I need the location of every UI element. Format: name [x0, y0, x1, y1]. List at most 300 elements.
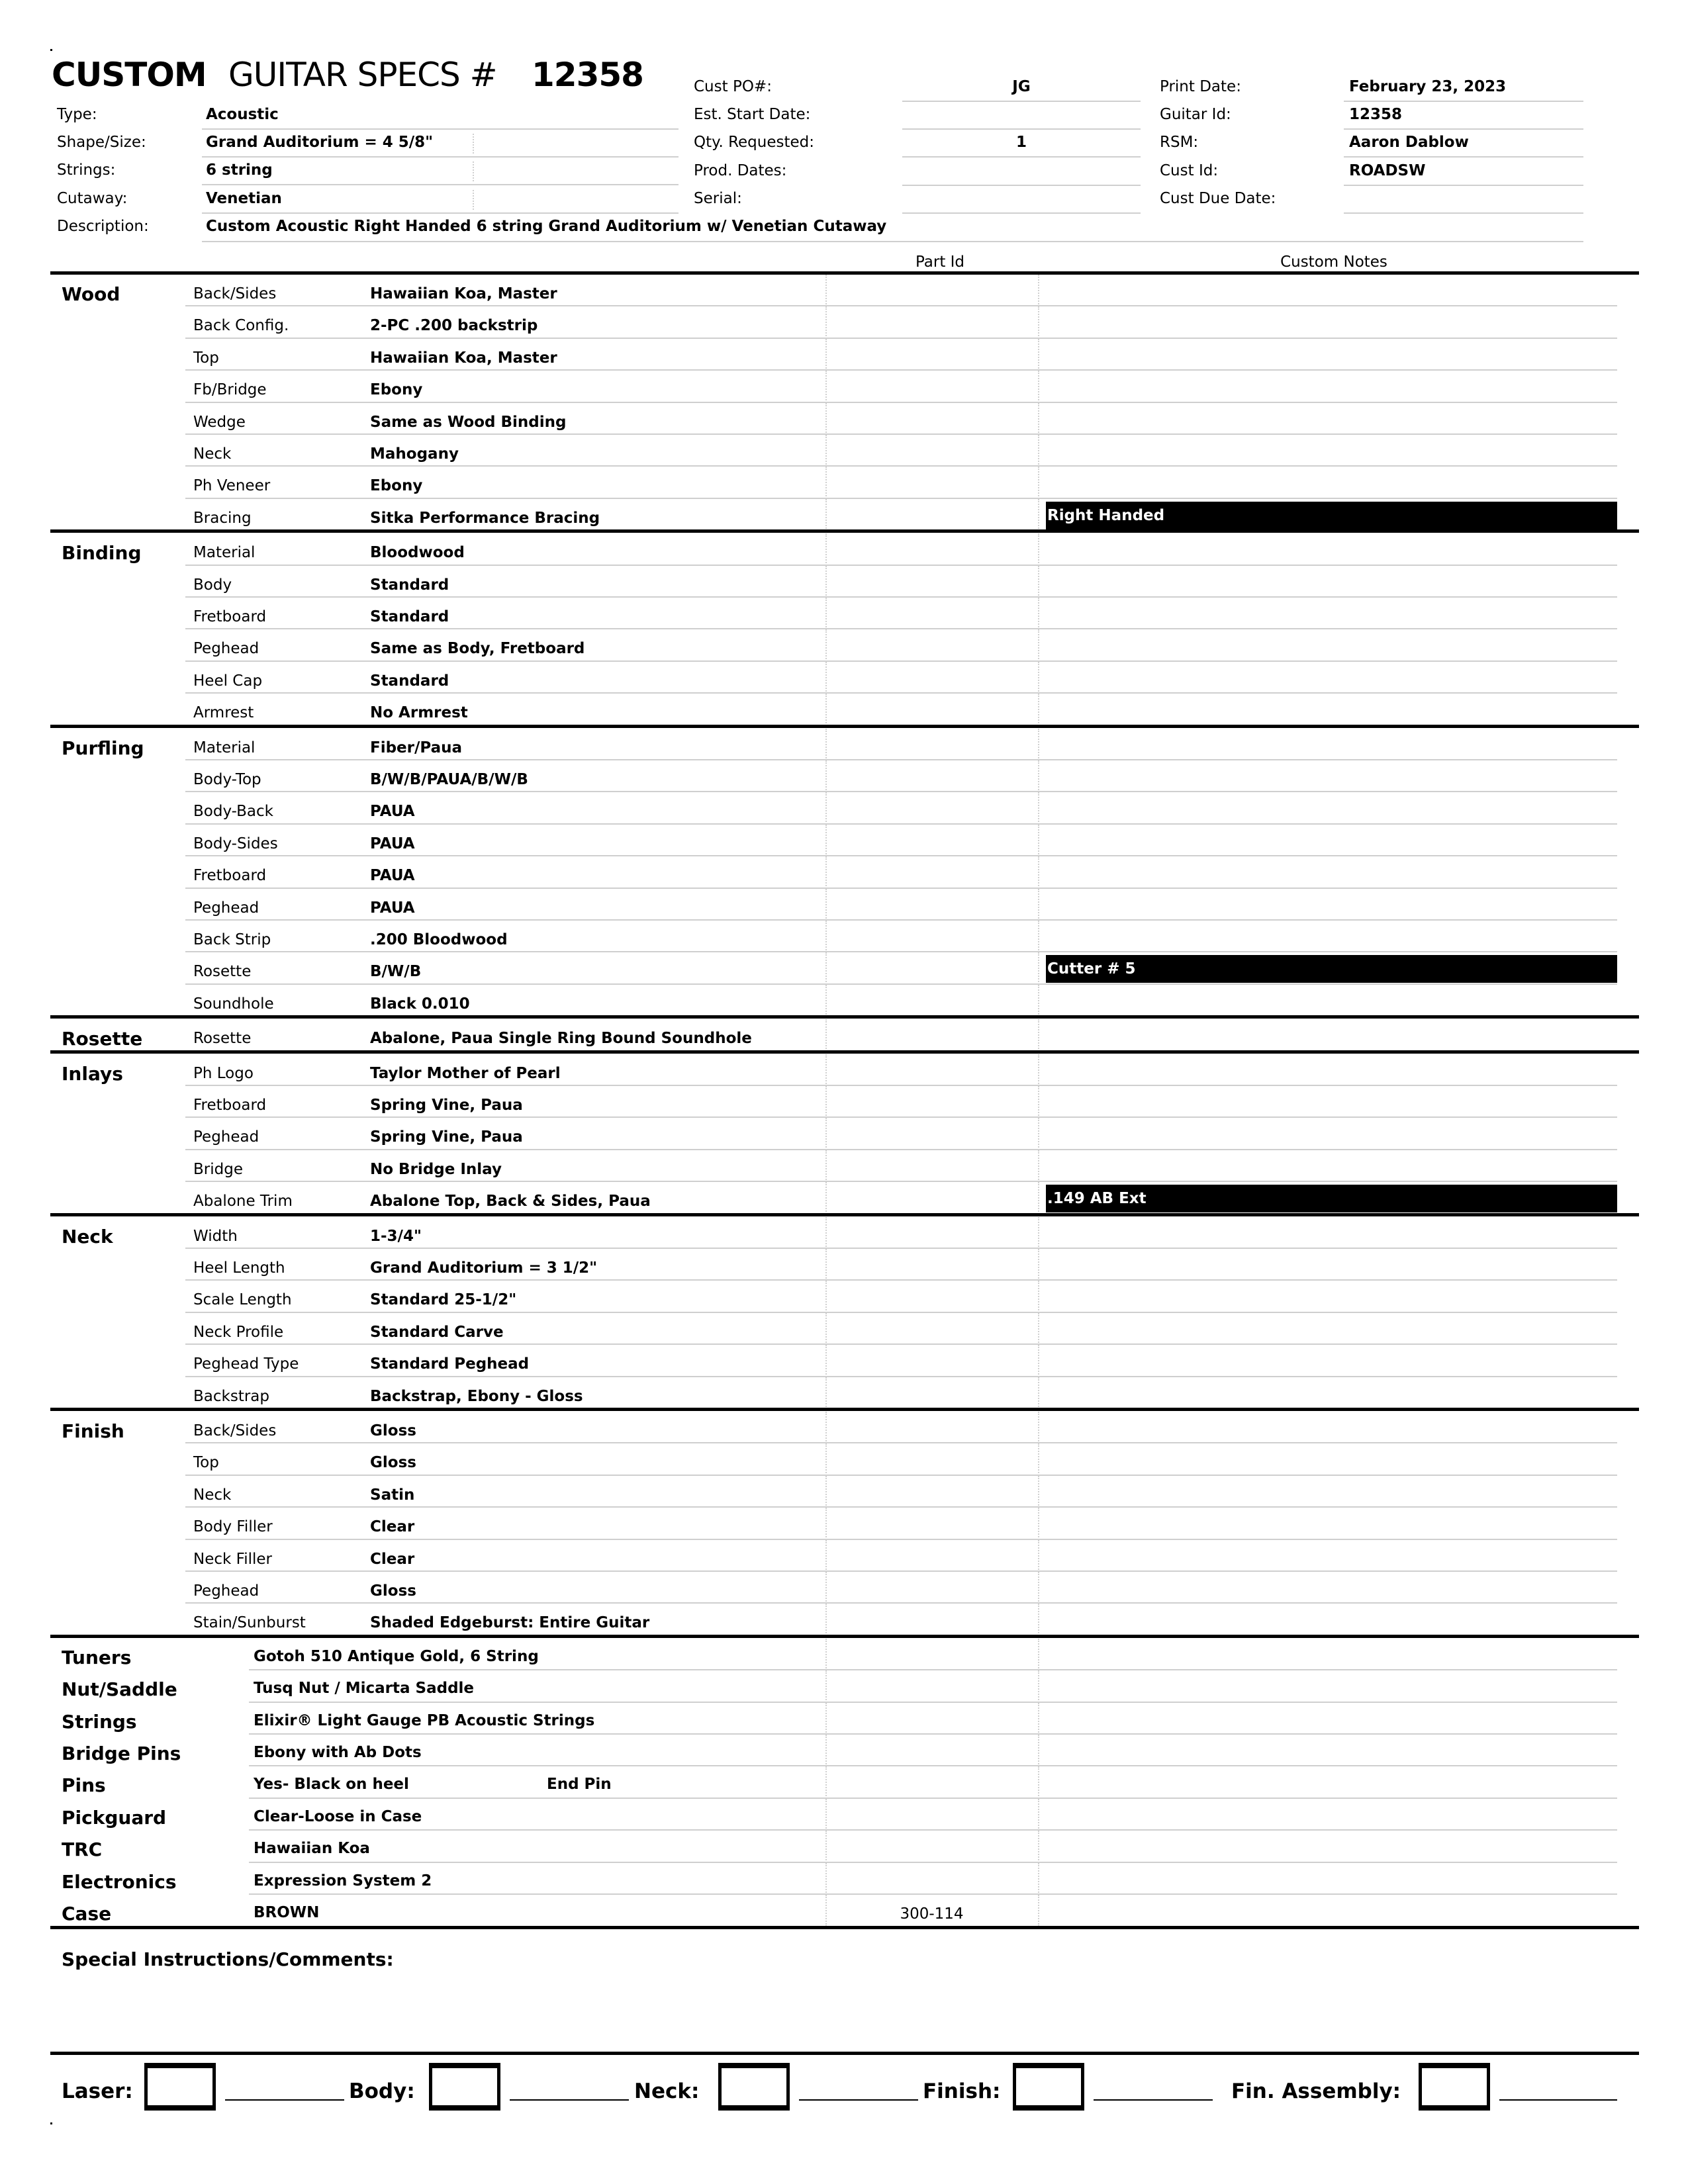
signoff-initials-line[interactable] [510, 2099, 629, 2101]
column-divider [825, 1345, 827, 1377]
header-field-divider [473, 190, 474, 210]
spec-row-custom-note[interactable] [1046, 1283, 1617, 1311]
column-divider [825, 1799, 827, 1831]
spec-row-custom-note[interactable] [1046, 1347, 1617, 1375]
spec-row-label: Neck [193, 1486, 232, 1504]
column-divider [1038, 1249, 1039, 1281]
spec-row-value[interactable]: Ebony [370, 381, 423, 399]
spec-row-value[interactable]: PAUA [370, 803, 415, 821]
header-field-label: Print Date: [1160, 78, 1241, 95]
column-divider [1038, 1412, 1039, 1443]
spec-row-label: Peghead Type [193, 1355, 299, 1373]
header-field-label: Strings: [57, 161, 116, 179]
spec-row [185, 1281, 1617, 1312]
spec-row-custom-note[interactable] [1046, 859, 1617, 887]
header-field-divider [473, 134, 474, 154]
column-divider [825, 1703, 827, 1735]
spec-row [185, 1476, 1617, 1508]
header-field-label: RSM: [1160, 134, 1199, 152]
column-divider [1038, 1217, 1039, 1249]
section-title: Inlays [62, 1062, 123, 1085]
spec-row-value[interactable]: Bloodwood [370, 544, 465, 562]
spec-row-custom-note[interactable] [1046, 987, 1617, 1015]
header-field-underline [1344, 101, 1583, 102]
signoff-checkbox[interactable] [718, 2063, 790, 2111]
spec-row-value[interactable]: Mahogany [370, 445, 459, 463]
spec-row-custom-note[interactable] [1046, 1380, 1617, 1408]
spec-row-value[interactable]: Gloss [370, 1454, 416, 1472]
spec-row-value[interactable]: Spring Vine, Paua [370, 1097, 523, 1114]
column-header-part-id: Part Id [915, 253, 965, 271]
column-divider [1038, 435, 1039, 467]
column-divider [825, 1863, 827, 1895]
column-divider [825, 1443, 827, 1475]
spec-row-value[interactable]: Clear [370, 1518, 415, 1536]
spec-row [185, 1508, 1617, 1539]
accessory-value[interactable]: Yes- Black on heel [254, 1776, 409, 1794]
title-spec-number: 12358 [532, 56, 643, 94]
section-rule [50, 1015, 1639, 1019]
spec-row-label: Soundhole [193, 995, 274, 1013]
column-divider [825, 985, 827, 1017]
spec-row-value[interactable]: Standard [370, 608, 449, 625]
spec-row-label: Rosette [193, 963, 252, 981]
spec-row-label: Body-Top [193, 771, 261, 788]
column-divider [1038, 1281, 1039, 1312]
column-divider [825, 921, 827, 952]
header-field-value[interactable]: 12358 [1349, 106, 1403, 124]
spec-row-custom-note[interactable] [1046, 795, 1617, 823]
header-field-value[interactable]: JG [1012, 78, 1031, 95]
column-divider [825, 825, 827, 856]
spec-row-custom-note[interactable] [1046, 1220, 1617, 1248]
column-divider [825, 1182, 827, 1214]
spec-row-label: Back Strip [193, 931, 271, 948]
spec-row-custom-note[interactable] [1046, 1089, 1617, 1116]
spec-row-custom-note[interactable] [1046, 1153, 1617, 1181]
accessory-label: Bridge Pins [62, 1743, 181, 1764]
column-divider [825, 1086, 827, 1118]
column-divider [1038, 694, 1039, 725]
spec-row-custom-note[interactable] [1046, 1543, 1617, 1570]
header-field-underline [902, 212, 1141, 214]
column-divider [825, 729, 827, 760]
column-divider [825, 889, 827, 921]
spec-row-value[interactable]: Fiber/Paua [370, 739, 463, 756]
signoff-initials-line[interactable] [1094, 2099, 1213, 2101]
signoff-initials-line[interactable] [225, 2099, 344, 2101]
column-divider [1038, 1670, 1039, 1702]
column-divider [1038, 1313, 1039, 1345]
spec-row-value[interactable]: B/W/B [370, 963, 422, 981]
column-divider [1038, 306, 1039, 338]
column-divider [825, 1019, 827, 1051]
accessory-row [50, 1863, 1617, 1895]
column-divider [1038, 985, 1039, 1017]
column-divider [1038, 1476, 1039, 1508]
spec-row-label: Peghead [193, 899, 259, 917]
header-field-value[interactable]: Acoustic [206, 106, 279, 123]
accessory-value[interactable]: Gotoh 510 Antique Gold, 6 String [254, 1647, 539, 1665]
column-header-custom-notes: Custom Notes [1280, 253, 1387, 271]
column-divider [1038, 1703, 1039, 1735]
spec-row-label: Bridge [193, 1160, 243, 1178]
spec-row [185, 1249, 1617, 1281]
spec-row-custom-note[interactable] [1046, 1414, 1617, 1442]
spec-row-label: Wedge [193, 413, 246, 431]
spec-row-value[interactable]: Standard Peghead [370, 1355, 530, 1373]
column-divider [825, 856, 827, 888]
spec-row [185, 1377, 1617, 1409]
spec-row [185, 1019, 1617, 1051]
column-divider [825, 1476, 827, 1508]
spec-row-label: Fretboard [193, 1097, 267, 1114]
spec-row [185, 1345, 1617, 1377]
spec-row-custom-note[interactable] [1046, 1251, 1617, 1279]
spec-row-custom-note[interactable] [1046, 341, 1617, 369]
section-rule [50, 1050, 1639, 1054]
header-field-label: Serial: [694, 189, 742, 207]
spec-row-label: Fb/Bridge [193, 381, 267, 399]
signoff-label: Body: [349, 2079, 415, 2103]
spec-row-value[interactable]: Shaded Edgeburst: Entire Guitar [370, 1614, 650, 1632]
spec-row [185, 694, 1617, 725]
column-divider [1038, 1377, 1039, 1409]
column-divider [825, 467, 827, 498]
column-divider [825, 662, 827, 694]
column-divider [1038, 1639, 1039, 1670]
spec-row-custom-note[interactable] [1046, 1316, 1617, 1343]
accessory-row [50, 1831, 1617, 1862]
spec-row-value[interactable]: Abalone Top, Back & Sides, Paua [370, 1193, 651, 1210]
column-divider [825, 760, 827, 792]
spec-row-custom-note[interactable] [1046, 373, 1617, 401]
spec-row-custom-note[interactable] [1046, 1057, 1617, 1085]
accessory-value[interactable]: Hawaiian Koa [254, 1840, 370, 1858]
spec-row-value[interactable]: Standard Carve [370, 1323, 504, 1341]
spec-row-value[interactable]: Same as Wood Binding [370, 413, 567, 431]
spec-row [185, 467, 1617, 498]
section-rule [50, 1408, 1639, 1411]
spec-row-value[interactable]: 2-PC .200 backstrip [370, 317, 538, 335]
spec-row-value[interactable]: Taylor Mother of Pearl [370, 1064, 561, 1082]
column-divider [1038, 1572, 1039, 1604]
spec-row-custom-note[interactable] [1046, 1479, 1617, 1506]
spec-row-custom-note[interactable] [1046, 569, 1617, 596]
column-divider [1038, 1831, 1039, 1862]
header-field-value[interactable]: Grand Auditorium = 4 5/8" [206, 134, 434, 152]
accessory-value[interactable]: Expression System 2 [254, 1872, 432, 1889]
spec-row-value[interactable]: Clear [370, 1550, 415, 1568]
column-divider [1038, 662, 1039, 694]
accessory-value[interactable]: BROWN [254, 1904, 320, 1921]
column-divider [825, 499, 827, 531]
spec-row-value[interactable]: B/W/B/PAUA/B/W/B [370, 771, 528, 788]
spec-row-value[interactable]: No Bridge Inlay [370, 1160, 502, 1178]
signoff-label: Neck: [634, 2079, 700, 2103]
spec-row-label: Neck Profile [193, 1323, 284, 1341]
column-divider [1038, 629, 1039, 661]
spec-row-label: Heel Cap [193, 672, 263, 690]
signoff-checkbox[interactable] [1419, 2063, 1490, 2111]
accessory-label: Case [62, 1903, 112, 1925]
section-rule [50, 1635, 1639, 1638]
column-divider [1038, 1345, 1039, 1377]
column-divider [825, 306, 827, 338]
accessory-value[interactable]: Elixir® Light Gauge PB Acoustic Strings [254, 1711, 595, 1729]
column-divider [825, 598, 827, 629]
spec-row-value[interactable]: .200 Bloodwood [370, 931, 508, 948]
spec-row-custom-note[interactable] [1046, 1120, 1617, 1148]
spec-row-custom-note[interactable] [1046, 891, 1617, 919]
spec-row-custom-note[interactable] [1046, 696, 1617, 724]
column-divider [825, 1054, 827, 1086]
header-field-label: Cutaway: [57, 189, 128, 207]
column-divider [825, 1217, 827, 1249]
spec-row-label: Back Config. [193, 317, 289, 335]
spec-row-value[interactable]: Ebony [370, 477, 423, 495]
spec-row-custom-note[interactable] [1046, 1606, 1617, 1634]
column-divider [1038, 921, 1039, 952]
spec-row-label: Bracing [193, 509, 252, 527]
section-title: Neck [62, 1225, 113, 1248]
spec-row-custom-note[interactable] [1046, 277, 1617, 305]
header-field-label: Type: [57, 106, 97, 123]
section-title: Binding [62, 542, 142, 565]
header-field-underline [202, 156, 679, 158]
spec-row-value[interactable]: No Armrest [370, 704, 468, 722]
spec-row [185, 339, 1617, 371]
column-divider [825, 1412, 827, 1443]
header-field-label: Cust Id: [1160, 161, 1219, 179]
column-divider [1038, 467, 1039, 498]
header-field-value[interactable]: February 23, 2023 [1349, 78, 1507, 95]
spec-row [185, 1150, 1617, 1182]
spec-row-label: Backstrap [193, 1387, 269, 1405]
signoff-checkbox[interactable] [144, 2063, 216, 2111]
spec-row-label: Back/Sides [193, 1422, 277, 1439]
accessory-value[interactable]: Tusq Nut / Micarta Saddle [254, 1680, 475, 1698]
spec-row [185, 629, 1617, 661]
spec-row-value[interactable]: PAUA [370, 867, 415, 885]
spec-row-custom-note[interactable]: .149 AB Ext [1046, 1185, 1617, 1212]
spec-row-custom-note[interactable] [1046, 632, 1617, 660]
spec-row-label: Body Filler [193, 1518, 273, 1536]
column-divider [825, 1604, 827, 1635]
comments-label: Special Instructions/Comments: [62, 1948, 394, 1970]
accessory-value[interactable]: Ebony with Ab Dots [254, 1744, 422, 1761]
column-divider [1038, 1735, 1039, 1766]
signoff-initials-line[interactable] [799, 2099, 918, 2101]
spec-row [185, 1604, 1617, 1635]
spec-row [185, 435, 1617, 467]
signoff-label: Laser: [62, 2079, 133, 2103]
column-divider [1038, 1540, 1039, 1572]
column-divider [1038, 275, 1039, 306]
spec-row-value[interactable]: PAUA [370, 899, 415, 917]
column-divider [1038, 1443, 1039, 1475]
spec-row [185, 1313, 1617, 1345]
column-divider [825, 694, 827, 725]
spec-row-custom-note[interactable] [1046, 827, 1617, 855]
accessory-part-id[interactable]: 300-114 [900, 1905, 964, 1923]
column-divider [825, 339, 827, 371]
header-field-value[interactable]: ROADSW [1349, 161, 1426, 179]
header-field-label: Est. Start Date: [694, 106, 811, 124]
spec-row-label: Back/Sides [193, 285, 277, 302]
column-divider [1038, 856, 1039, 888]
column-divider [825, 1670, 827, 1702]
spec-row-custom-note[interactable] [1046, 536, 1617, 564]
column-divider [1038, 371, 1039, 402]
spec-row [185, 1054, 1617, 1086]
spec-row [185, 1540, 1617, 1572]
spec-row-custom-note[interactable] [1046, 600, 1617, 628]
spec-row-custom-note[interactable] [1046, 309, 1617, 337]
column-divider [1038, 889, 1039, 921]
spec-row-custom-note[interactable] [1046, 1574, 1617, 1602]
spec-row [185, 825, 1617, 856]
spec-row-label: Body-Back [193, 803, 273, 821]
signoff-initials-line[interactable] [1499, 2099, 1617, 2101]
section-title: Wood [62, 283, 120, 305]
column-divider [825, 629, 827, 661]
section-rule [50, 725, 1639, 728]
column-divider [825, 566, 827, 598]
column-divider [825, 1766, 827, 1798]
column-divider [825, 403, 827, 435]
spec-row-value[interactable]: Abalone, Paua Single Ring Bound Soundhole [370, 1030, 752, 1048]
column-divider [1038, 1086, 1039, 1118]
spec-row-value[interactable]: Grand Auditorium = 3 1/2" [370, 1259, 598, 1277]
spec-row-custom-note[interactable] [1046, 923, 1617, 951]
spec-row [185, 889, 1617, 921]
spec-row-value[interactable]: Spring Vine, Paua [370, 1128, 523, 1146]
accessory-label: Strings [62, 1710, 137, 1733]
column-divider [825, 1249, 827, 1281]
spec-row-label: Scale Length [193, 1291, 292, 1309]
column-divider [825, 952, 827, 984]
spec-row-custom-note[interactable] [1046, 1022, 1617, 1050]
comments-area[interactable] [62, 1979, 1630, 2038]
signoff-checkbox[interactable] [429, 2063, 500, 2111]
column-divider [825, 1281, 827, 1312]
spec-row-value[interactable]: Sitka Performance Bracing [370, 509, 600, 527]
signoff-checkbox[interactable] [1013, 2063, 1084, 2111]
spec-row-custom-note[interactable] [1046, 469, 1617, 497]
column-divider [1038, 952, 1039, 984]
spec-row-label: Fretboard [193, 608, 267, 625]
column-divider [825, 1572, 827, 1604]
header-field-underline [902, 128, 1141, 130]
spec-row-value[interactable]: Standard 25-1/2" [370, 1291, 517, 1309]
spec-row-value[interactable]: PAUA [370, 835, 415, 852]
column-divider [825, 1540, 827, 1572]
column-divider [825, 1639, 827, 1670]
header-field-label: Prod. Dates: [694, 161, 787, 179]
spec-row-label: Material [193, 739, 256, 756]
column-divider [1038, 598, 1039, 629]
signoff-label: Finish: [923, 2079, 1001, 2103]
spec-row-custom-note[interactable] [1046, 406, 1617, 433]
column-divider [1038, 533, 1039, 565]
spec-row-value[interactable]: Gloss [370, 1422, 416, 1439]
accessory-value[interactable]: Clear-Loose in Case [254, 1807, 422, 1825]
column-divider [825, 1118, 827, 1150]
spec-row-value[interactable]: Hawaiian Koa, Master [370, 285, 557, 302]
column-divider [825, 1150, 827, 1182]
header-field-value[interactable]: 1 [1015, 134, 1027, 152]
spec-row-value[interactable]: Black 0.010 [370, 995, 470, 1013]
spec-row-custom-note[interactable] [1046, 763, 1617, 791]
spec-row-custom-note[interactable] [1046, 437, 1617, 465]
header-field-label: Shape/Size: [57, 134, 146, 152]
spec-row-value[interactable]: Same as Body, Fretboard [370, 640, 585, 658]
spec-row-value[interactable]: 1-3/4" [370, 1227, 422, 1245]
spec-row-custom-note[interactable]: Cutter # 5 [1046, 955, 1617, 983]
spec-row-value[interactable]: Gloss [370, 1582, 416, 1600]
column-divider [1038, 1054, 1039, 1086]
accessory-extra-value[interactable]: End Pin [547, 1776, 612, 1794]
column-divider [1038, 825, 1039, 856]
header-field-value[interactable]: 6 string [206, 161, 273, 179]
spec-row-label: Rosette [193, 1030, 252, 1048]
spec-row [185, 1217, 1617, 1249]
spec-row-value[interactable]: Backstrap, Ebony - Gloss [370, 1387, 583, 1405]
spec-row-value[interactable]: Satin [370, 1486, 415, 1504]
spec-row-label: Neck [193, 445, 232, 463]
spec-row-custom-note[interactable] [1046, 1446, 1617, 1474]
accessory-label: Pins [62, 1774, 106, 1797]
column-divider [1038, 339, 1039, 371]
header-field-underline [1344, 185, 1583, 186]
column-divider [825, 371, 827, 402]
spec-row [185, 275, 1617, 306]
column-divider [825, 1508, 827, 1539]
spec-row [185, 306, 1617, 338]
header-field-label: Guitar Id: [1160, 106, 1231, 124]
signoff-rule [50, 2052, 1639, 2055]
spec-row-label: Material [193, 544, 256, 562]
description-value[interactable]: Custom Acoustic Right Handed 6 string Grand Auditorium w/ Venetian Cutaway [206, 218, 887, 235]
column-divider [1038, 1766, 1039, 1798]
spec-row [185, 921, 1617, 952]
accessory-label: Electronics [62, 1870, 177, 1893]
spec-row-value[interactable]: Hawaiian Koa, Master [370, 349, 557, 367]
column-divider [1038, 1895, 1039, 1927]
spec-row-label: Armrest [193, 704, 254, 722]
spec-row-value[interactable]: Standard [370, 672, 449, 690]
signoff-label: Fin. Assembly: [1231, 2079, 1401, 2103]
column-divider [825, 792, 827, 824]
column-divider [1038, 792, 1039, 824]
header-field-value[interactable]: Venetian [206, 189, 282, 207]
column-divider [825, 275, 827, 306]
column-divider [1038, 1863, 1039, 1895]
scan-mark [50, 2122, 52, 2124]
spec-row [185, 403, 1617, 435]
column-divider [1038, 403, 1039, 435]
column-divider [1038, 1182, 1039, 1214]
spec-row-custom-note[interactable]: Right Handed [1046, 502, 1617, 529]
spec-row [185, 566, 1617, 598]
spec-row [185, 792, 1617, 824]
header-field-value[interactable]: Aaron Dablow [1349, 134, 1469, 152]
spec-row-custom-note[interactable] [1046, 664, 1617, 692]
spec-row-custom-note[interactable] [1046, 731, 1617, 759]
spec-row-custom-note[interactable] [1046, 1510, 1617, 1538]
spec-row-value[interactable]: Standard [370, 576, 449, 594]
